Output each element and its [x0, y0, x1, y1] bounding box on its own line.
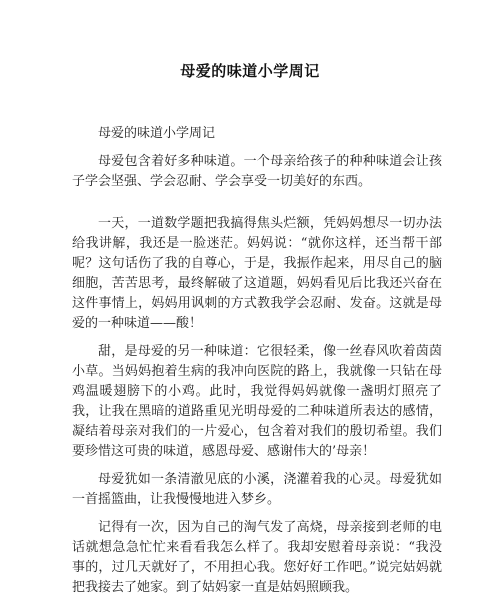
paragraph-sweet: 甜，是母爱的另一种味道：它很轻柔，像一丝春风吹着茵茵小草。当妈妈抱着生病的我冲向医院的路上，我就像一只钻在母鸡温暖翅膀下的小鸡。此时，我觉得妈妈就像一盏明灯照亮了我，让我在黑暗的道路重见光明母爱的二种味道所表达的感情，凝结着母亲对我们的一片爱心，包含着对我们的殷切希望。我们要珍惜这可贵的味道，感恩母爱、感谢伟大的’母亲！ [72, 344, 442, 459]
paragraph-sour: 一天，一道数学题把我搞得焦头烂额，凭妈妈想尽一切办法给我讲解，我还是一脸迷茫。妈妈说：“就你这样，还当帮干部呢？这句话伤了我的自尊心，于是，我振作起来，用尽自己的脑细胞，苦苦思考，最终解破了这道题，妈妈看见后比我还兴奋在这件事情上，妈妈用讽刺的方式教我学会忍耐、发奋。这就是母爱的一种味道——酸！ [72, 216, 442, 331]
document-title: 母爱的味道小学周记 [180, 62, 320, 80]
document-body [72, 124, 442, 606]
paragraph-intro: 母爱包含着好多种味道。一个母亲给孩子的种种味道会让孩子学会坚强、学会忍耐、学会享受一切美好的东西。 [72, 154, 442, 189]
paragraph-stream: 母爱犹如一条清澈见底的小溪，浇灌着我的心灵。母爱犹如一首摇篮曲，让我慢慢地进入梦乡。 [72, 472, 442, 507]
paragraph-fever: 记得有一次，因为自己的淘气发了高烧，母亲接到老师的电话就想急急忙忙来看看我怎么样了。我却安慰着母亲说：“我没事的，过几天就好了，不用担心我。您好好工作吧。”说完姑妈就把我接去了她家。到了姑妈家一直是姑妈照顾我。 [72, 520, 442, 595]
paragraph-subtitle: 母爱的味道小学周记 [98, 126, 216, 141]
